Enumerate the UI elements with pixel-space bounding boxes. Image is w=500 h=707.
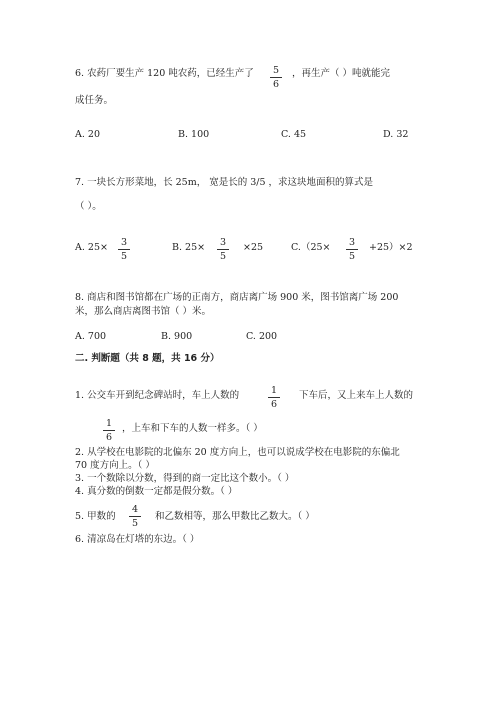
fraction-numerator: 5 xyxy=(272,65,280,76)
j1-fraction-1 xyxy=(267,385,281,410)
fraction-denominator: 5 xyxy=(348,251,356,262)
j1-text-part1: 1. 公交车开到纪念碑站时，车上人数的 xyxy=(75,390,240,401)
q6-option-c: C. 45 xyxy=(281,129,307,140)
j1-fraction-2 xyxy=(102,418,116,443)
fraction-numerator: 3 xyxy=(348,237,356,248)
fraction-numerator: 3 xyxy=(219,237,227,248)
q8-text-line1: 8. 商店和图书馆都在广场的正南方，商店离广场 900 米，图书馆离广场 200 xyxy=(75,292,399,303)
q6-option-a: A. 20 xyxy=(75,129,100,140)
q8-text-line2: 米，那么商店离图书馆（ ）米。 xyxy=(75,306,212,317)
fraction-bar xyxy=(270,77,282,78)
fraction-bar xyxy=(118,249,130,250)
q7-option-c-part2: +25）×2 xyxy=(369,242,413,253)
q8-option-a: A. 700 xyxy=(75,331,107,342)
fraction-denominator: 5 xyxy=(219,251,227,262)
q8-option-b: B. 900 xyxy=(161,331,193,342)
fraction-numerator: 1 xyxy=(105,418,113,429)
j5-text-part2: 和乙数相等，那么甲数比乙数大。（ ） xyxy=(155,511,315,522)
fraction-bar xyxy=(217,249,229,250)
q6-option-d: D. 32 xyxy=(383,129,409,140)
j1-text-part2: 下车后，又上来车上人数的 xyxy=(299,390,414,401)
fraction-numerator: 3 xyxy=(120,237,128,248)
j2-text-line1: 2. 从学校在电影院的北偏东 20 度方向上，也可以说成学校在电影院的东偏北 xyxy=(75,447,400,458)
q6-fraction xyxy=(269,65,283,90)
fraction-denominator: 6 xyxy=(270,399,278,410)
q7-option-a-fraction xyxy=(117,237,131,262)
fraction-denominator: 5 xyxy=(120,251,128,262)
q7-option-c-part1: C.（25× xyxy=(291,242,331,253)
q6-option-b: B. 100 xyxy=(178,129,210,140)
q7-option-c-fraction xyxy=(345,237,359,262)
q7-text-line1: 7. 一块长方形菜地，长 25m， 宽是长的 3/5 ，求这块地面积的算式是 xyxy=(75,177,374,188)
fraction-bar xyxy=(103,430,115,431)
section-heading: 二. 判断题（共 8 题，共 16 分） xyxy=(75,353,220,364)
q6-text-part1: 6. 农药厂要生产 120 吨农药，已经生产了 xyxy=(75,68,254,79)
j4-text: 4. 真分数的倒数一定都是假分数。（ ） xyxy=(75,486,238,497)
q7-option-a: A. 25× xyxy=(75,242,108,253)
j2-text-line2: 70 度方向上。（ ） xyxy=(75,460,155,471)
q7-option-b-fraction xyxy=(216,237,230,262)
q6-text-line2: 成任务。 xyxy=(75,95,114,106)
j6-text: 6. 清凉岛在灯塔的东边。（ ） xyxy=(75,534,200,545)
q7-option-b-part2: ×25 xyxy=(243,242,264,253)
fraction-numerator: 4 xyxy=(131,504,139,515)
q8-option-c: C. 200 xyxy=(246,331,278,342)
fraction-numerator: 1 xyxy=(270,385,278,396)
fraction-bar xyxy=(346,249,358,250)
fraction-bar xyxy=(268,397,280,398)
q6-text-part2: ，再生产（ ）吨就能完 xyxy=(292,68,391,79)
q7-option-b-part1: B. 25× xyxy=(172,242,206,253)
fraction-denominator: 6 xyxy=(105,432,113,443)
j5-text-part1: 5. 甲数的 xyxy=(75,511,116,522)
j1-text-line2: ，上车和下车的人数一样多。（ ） xyxy=(122,423,263,434)
q7-text-line2: （ ）。 xyxy=(75,201,102,212)
j5-fraction xyxy=(128,504,142,529)
fraction-denominator: 6 xyxy=(272,79,280,90)
fraction-bar xyxy=(129,516,141,517)
fraction-denominator: 5 xyxy=(131,518,139,529)
j3-text: 3. 一个数除以分数，得到的商一定比这个数小。（ ） xyxy=(75,473,295,484)
